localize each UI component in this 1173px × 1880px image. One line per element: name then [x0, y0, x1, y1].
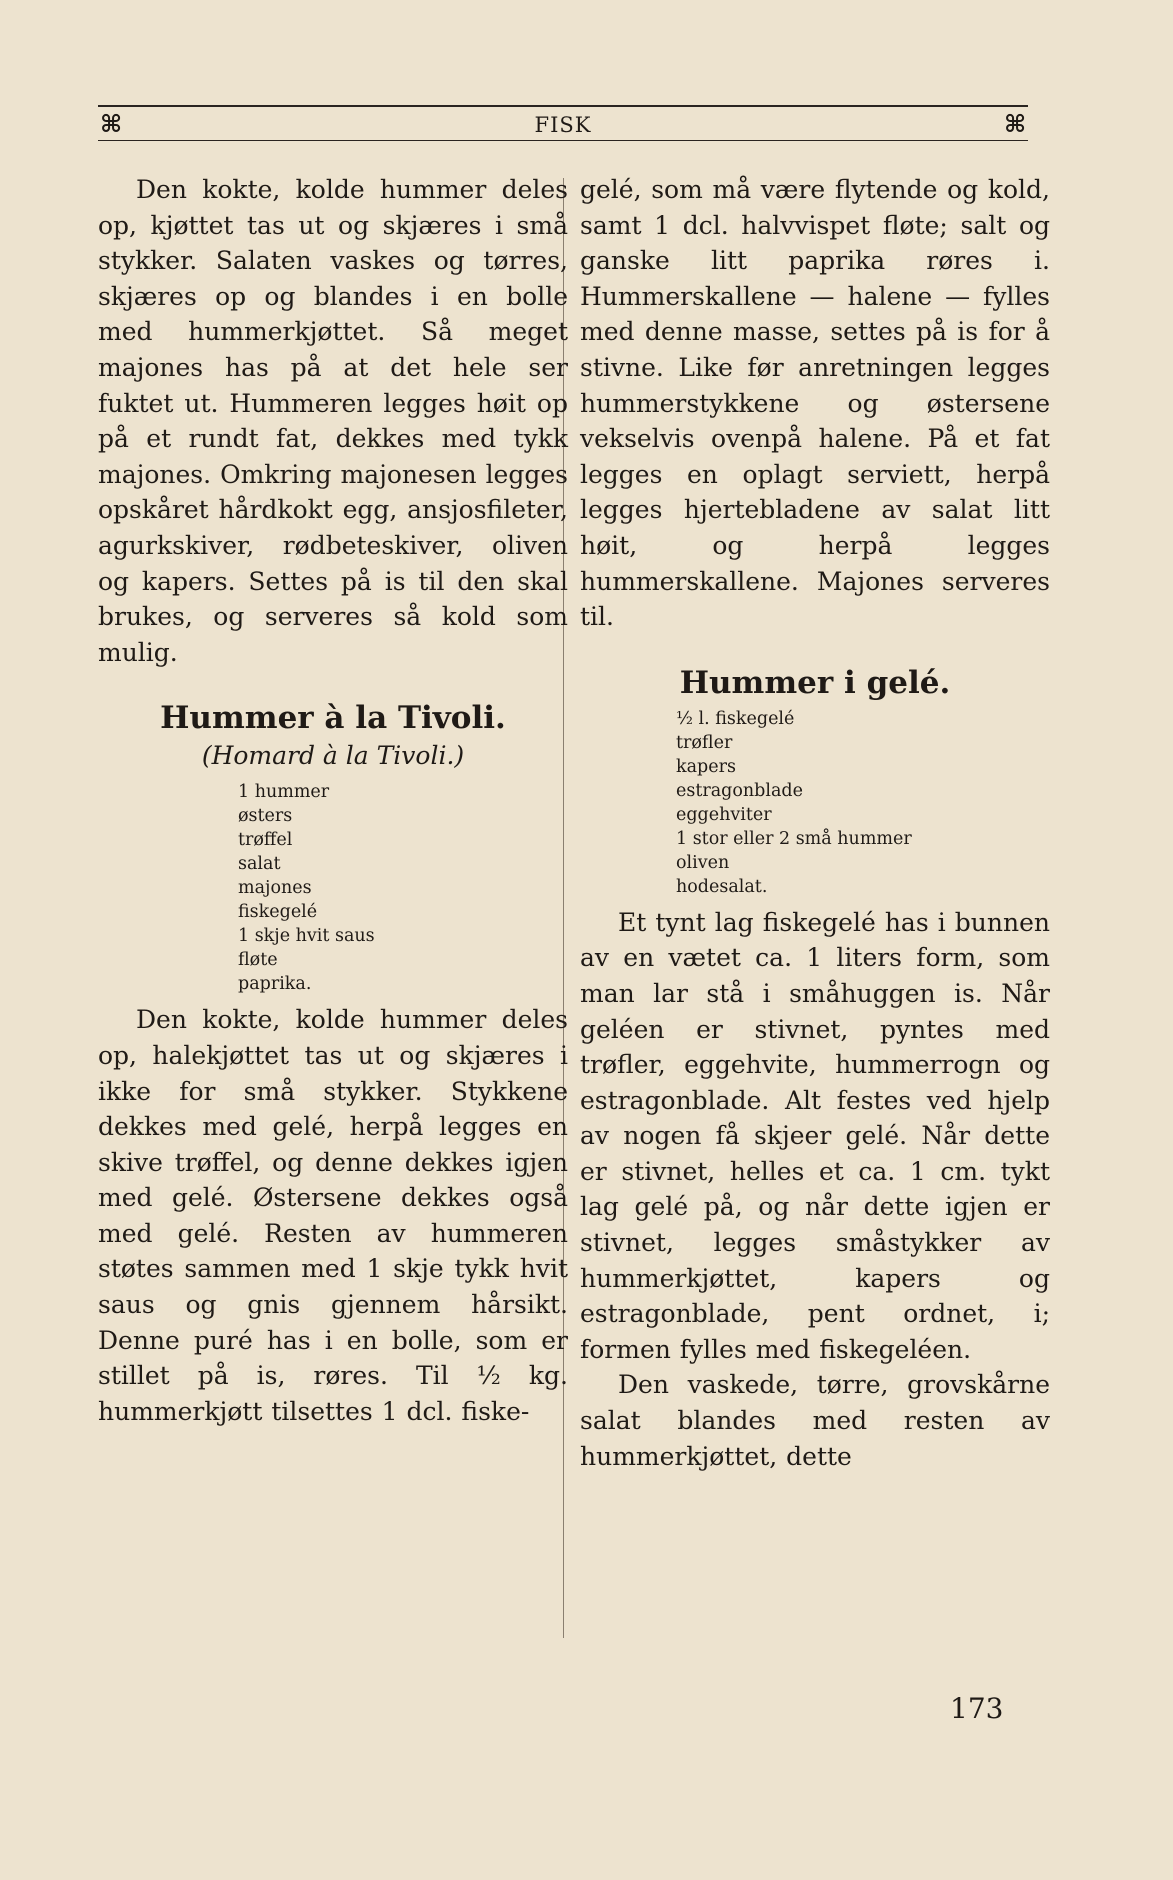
ingredient-item: fløte — [238, 950, 278, 971]
ingredient-item: salat — [238, 854, 281, 875]
page-number: 173 — [950, 1692, 1004, 1725]
ingredient-item: 1 hummer — [238, 782, 330, 803]
ingredient-item: trøfler — [676, 732, 733, 753]
ingredient-item: eggehviter — [676, 804, 772, 825]
ingredient-item: østers — [238, 806, 293, 827]
ingredient-item: estragonblade — [676, 780, 803, 801]
running-header-title: FISK — [534, 113, 592, 137]
recipe-subtitle-tivoli: (Homard à la Tivoli.) — [201, 741, 465, 771]
ingredient-item: majones — [238, 878, 312, 899]
recipe-title-gele: Hummer i gelé. — [679, 664, 951, 701]
ingredient-item: 1 stor eller 2 små hummer — [676, 828, 912, 849]
continuation-paragraph: gelé, som må være flytende og kold, samt 1 dcl. halvvispet fløte; salt og ganske litt paprika røres i. Hummerskallene — halene — fylles med denne masse, settes på is for å stivne. Like før anretningen legges hummerstykkene og østersene vekselvis ovenpå halene. På et fat legges en oplagt serviett, herpå legges hjertebladene av salat litt høit, og herpå legges hummerskallene. Majones serveres til. — [580, 175, 1050, 632]
ingredient-item: fiskegelé — [238, 902, 318, 923]
method-paragraph-gele-1: Et tynt lag fiskegelé has i bunnen av en vætet ca. 1 liters form, som man lar stå i småhuggen is. Når geléen er stivnet, pyntes med trøfler, eggehvite, hummerrogn og estragonblade. Alt festes ved hjelp av nogen få skjeer gelé. Når dette er stivnet, helles et ca. 1 cm. tykt lag gelé på, og når dette igjen er stivnet, legges småstykker av hummerkjøttet, kapers og estragonblade, pent ordnet, i; formen fylles med fiskegeléen. — [580, 907, 1050, 1364]
right-column — [580, 172, 1050, 1474]
ingredient-item: hodesalat. — [676, 876, 768, 897]
ingredient-list-tivoli — [238, 780, 568, 996]
ingredient-item: ½ l. fiskegelé — [676, 708, 795, 729]
method-paragraph-tivoli: Den kokte, kolde hummer deles op, halekjøttet tas ut og skjæres i ikke for små stykker. Stykkene dekkes med gelé, herpå legges en skive trøffel, og denne dekkes igjen med gelé. Østersene dekkes også med gelé. Resten av hummeren støtes sammen med 1 skje tykk hvit saus og gnis gjennem hårsikt. Denne puré has i en bolle, som er stillet på is, røres. Til ½ kg. hummerkjøtt tilsettes 1 dcl. fiske- — [98, 1005, 568, 1426]
header-ornament-right-icon: ⌘ — [1004, 109, 1027, 138]
ingredient-list-gele — [676, 707, 1050, 899]
ingredient-item: kapers — [676, 756, 736, 777]
header-rule-bottom — [98, 140, 1028, 141]
header-ornament-left-icon: ⌘ — [100, 109, 123, 138]
method-paragraph-gele-2: Den vaskede, tørre, grovskårne salat blandes med resten av hummerkjøttet, dette — [580, 1370, 1050, 1471]
header-rule-top — [98, 105, 1028, 107]
ingredient-item: oliven — [676, 852, 730, 873]
ingredient-item: 1 skje hvit saus — [238, 926, 375, 947]
ingredient-item: trøffel — [238, 830, 293, 851]
ingredient-item: paprika. — [238, 974, 312, 995]
recipe-title-tivoli: Hummer à la Tivoli. — [160, 700, 506, 737]
intro-paragraph: Den kokte, kolde hummer deles op, kjøttet tas ut og skjæres i små stykker. Salaten vaskes og tørres, skjæres op og blandes i en bolle med hummerkjøttet. Så meget majones has på at det hele ser fuktet ut. Hummeren legges høit op på et rundt fat, dekkes med tykk majones. Omkring majonesen legges opskåret hårdkokt egg, ansjosfileter, agurkskiver, rødbeteskiver, oliven og kapers. Settes på is til den skal brukes, og serveres så kold som mulig. — [98, 175, 568, 667]
left-column — [98, 172, 568, 1429]
